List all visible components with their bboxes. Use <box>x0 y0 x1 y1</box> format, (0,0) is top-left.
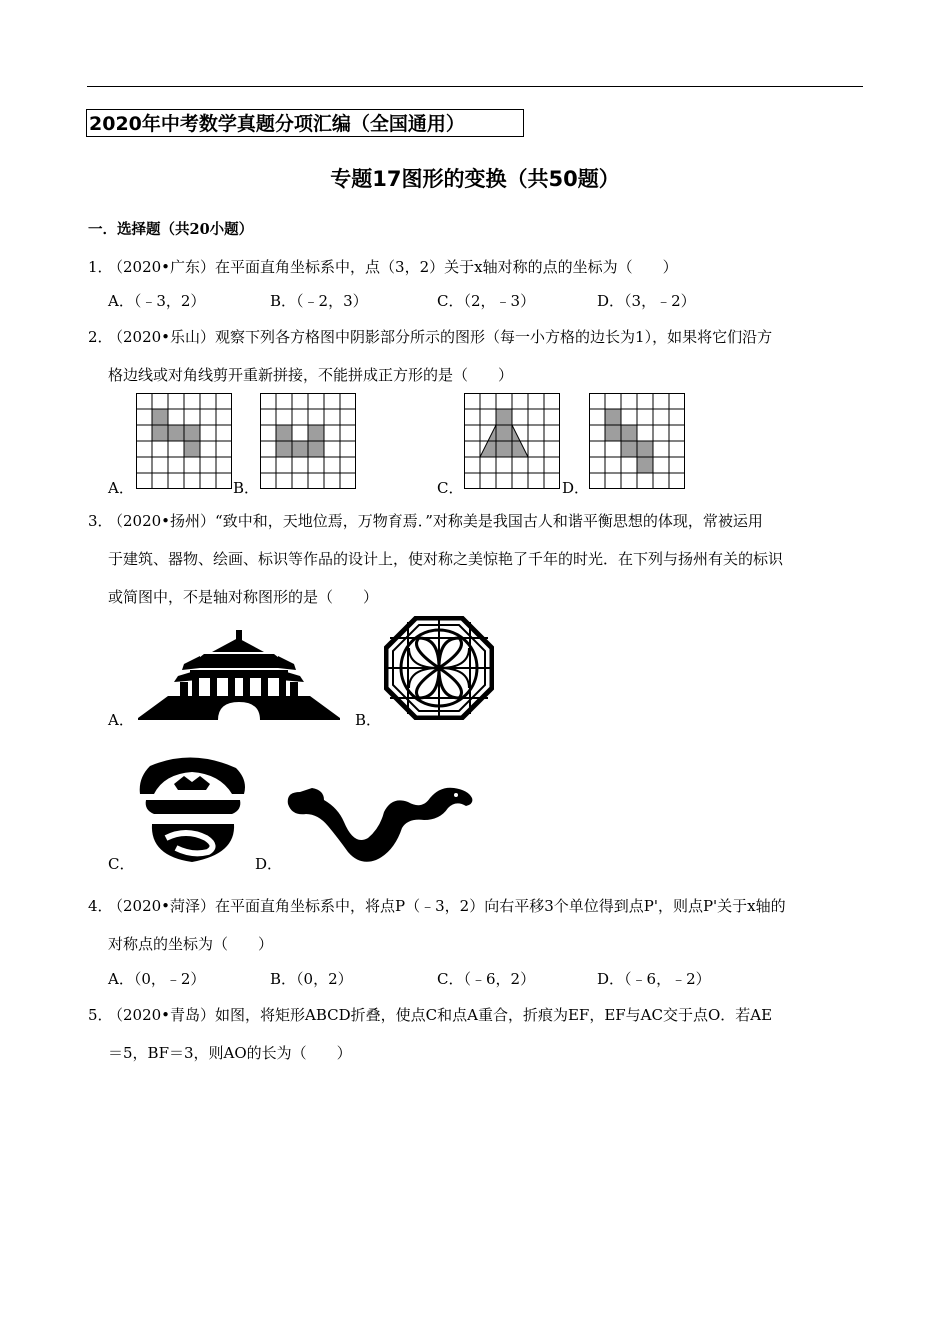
q5-number: 5． <box>88 1006 113 1024</box>
q3-number: 3． <box>88 512 113 530</box>
q3-figure-d-serpent <box>284 782 476 864</box>
q3-line-3: 或简图中，不是轴对称图形的是（ ） <box>108 588 379 606</box>
q1-option-c: C．（2，﹣3） <box>437 292 536 310</box>
q1-option-d: D．（3，﹣2） <box>597 292 696 310</box>
q2-grid-a <box>136 393 232 489</box>
q4-number: 4． <box>88 897 113 915</box>
q5-line-1: （2020•青岛）如图，将矩形ABCD折叠，使点C和点A重合，折痕为EF，EF与AC交于点O．若AE <box>108 1006 773 1024</box>
q4-line-1: （2020•菏泽）在平面直角坐标系中，将点P（﹣3，2）向右平移3个单位得到点P'，则点P'关于x轴的 <box>108 897 786 915</box>
q1-number: 1． <box>88 258 113 276</box>
q3-line-2: 于建筑、器物、绘画、标识等作品的设计上，使对称之美惊艳了千年的时光．在下列与扬州有关的标识 <box>108 550 784 568</box>
q2-number: 2． <box>88 328 113 346</box>
q3-option-b: B． <box>355 711 382 729</box>
q4-option-b: B．（0，2） <box>270 970 353 988</box>
page-title: 专题17图形的变换（共50题） <box>330 167 620 191</box>
q1-option-b: B．（﹣2，3） <box>270 292 368 310</box>
q2-option-b: B． <box>233 479 260 497</box>
q1-option-a: A．（﹣3，2） <box>108 292 206 310</box>
series-title: 2020年中考数学真题分项汇编（全国通用） <box>86 109 524 137</box>
q2-grid-d <box>589 393 685 489</box>
q4-option-d: D．（﹣6，﹣2） <box>597 970 711 988</box>
q3-option-d: D． <box>255 855 283 873</box>
q3-figure-b-lattice-window <box>384 616 494 720</box>
section-heading: 一．选择题（共20小题） <box>88 221 254 238</box>
q1-line-1: （2020•广东）在平面直角坐标系中，点（3，2）关于x轴对称的点的坐标为（ ） <box>108 258 678 276</box>
q2-grid-b <box>260 393 356 489</box>
q2-line-1: （2020•乐山）观察下列各方格图中阴影部分所示的图形（每一小方格的边长为1），如果将它们沿方 <box>108 328 773 346</box>
q4-option-a: A．（0，﹣2） <box>108 970 206 988</box>
q5-line-2: ＝5，BF＝3，则AO的长为（ ） <box>108 1044 352 1062</box>
q2-line-2: 格边线或对角线剪开重新拼接，不能拼成正方形的是（ ） <box>108 366 514 384</box>
q4-option-c: C．（﹣6，2） <box>437 970 536 988</box>
q3-figure-c-emblem <box>136 754 250 866</box>
q4-line-2: 对称点的坐标为（ ） <box>108 935 274 953</box>
q2-grid-c <box>464 393 560 489</box>
q3-option-a: A． <box>108 711 134 729</box>
q3-option-c: C． <box>108 855 135 873</box>
q3-line-1: （2020•扬州）“致中和，天地位焉，万物育焉．”对称美是我国古人和谐平衡思想的体现，常被运用 <box>108 512 763 530</box>
q2-option-a: A． <box>108 479 134 497</box>
q2-option-d: D． <box>562 479 590 497</box>
q3-figure-a-pavilion <box>138 630 340 722</box>
q2-option-c: C． <box>437 479 464 497</box>
header-rule <box>87 86 863 87</box>
